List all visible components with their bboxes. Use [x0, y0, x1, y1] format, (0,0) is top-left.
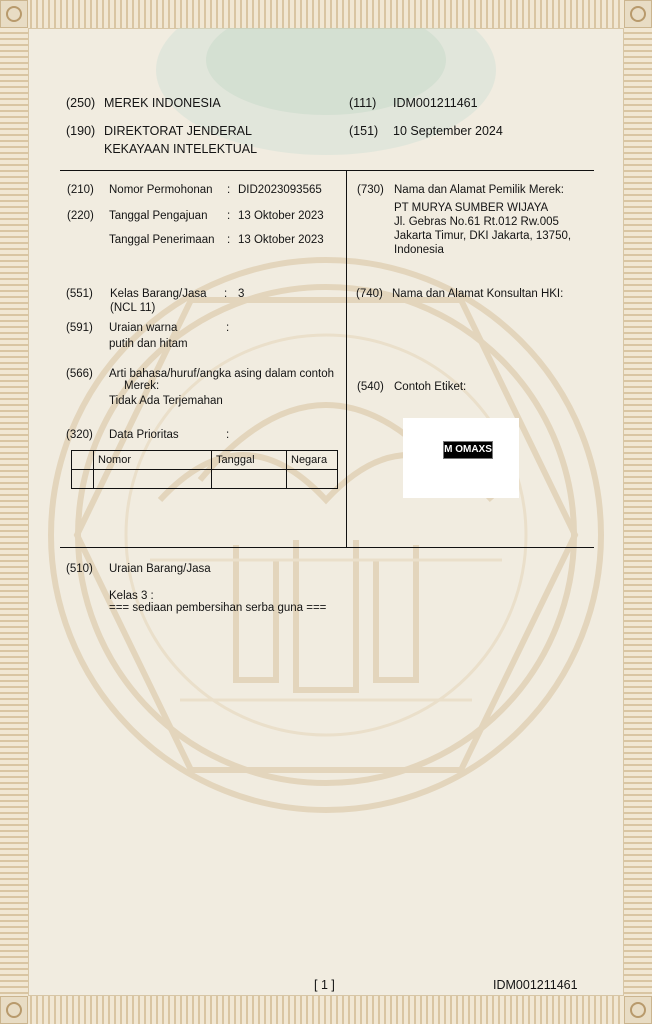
- table-cell: [72, 451, 94, 470]
- code-566: (566): [66, 368, 93, 380]
- table-header-negara: Negara: [287, 451, 338, 470]
- registration-date: 10 September 2024: [393, 124, 503, 138]
- corner-ornament-icon: [0, 0, 28, 28]
- table-header-nomor: Nomor: [94, 451, 212, 470]
- border-left: [0, 0, 28, 1024]
- tanggal-pengajuan-label: Tanggal Pengajuan: [109, 210, 208, 222]
- table-cell: [287, 470, 338, 489]
- table-header-tanggal: Tanggal: [212, 451, 287, 470]
- table-cell: [72, 470, 94, 489]
- translation-value: Tidak Ada Terjemahan: [109, 395, 223, 407]
- border-bottom: [0, 996, 652, 1024]
- uraian-warna-value: putih dan hitam: [109, 338, 188, 350]
- contoh-etiket-label: Contoh Etiket:: [394, 381, 467, 393]
- goods-class-line: Kelas 3 :: [109, 590, 154, 602]
- priority-table: [71, 450, 338, 489]
- tanggal-pengajuan-value: 13 Oktober 2023: [238, 210, 324, 222]
- divider-vertical: [346, 170, 347, 548]
- tanggal-penerimaan-value: 13 Oktober 2023: [238, 234, 324, 246]
- code-210: (210): [67, 184, 94, 196]
- goods-items-line: === sediaan pembersihan serba guna ===: [109, 602, 327, 614]
- code-510: (510): [66, 563, 93, 575]
- footer-registration-number: IDM001211461: [493, 978, 578, 992]
- trademark-mark: M OMAXS: [443, 441, 493, 459]
- owner-address-3: Indonesia: [394, 244, 444, 256]
- uraian-warna-label: Uraian warna: [109, 322, 178, 334]
- owner-address-2: Jakarta Timur, DKI Jakarta, 13750,: [394, 230, 572, 242]
- separator: :: [227, 234, 231, 246]
- kelas-label: Kelas Barang/Jasa: [110, 288, 207, 300]
- tanggal-penerimaan-label: Tanggal Penerimaan: [109, 234, 215, 246]
- nomor-permohonan-label: Nomor Permohonan: [109, 184, 213, 196]
- uraian-barang-label: Uraian Barang/Jasa: [109, 563, 211, 575]
- divider-top: [60, 170, 594, 171]
- ncl-version: (NCL 11): [110, 302, 156, 314]
- translation-label-2: Merek:: [124, 380, 160, 392]
- consultant-label: Nama dan Alamat Konsultan HKI:: [392, 288, 564, 300]
- data-prioritas-label: Data Prioritas: [109, 429, 179, 441]
- code-250: (250): [66, 96, 96, 110]
- code-551: (551): [66, 288, 93, 300]
- nomor-permohonan-value: DID2023093565: [238, 184, 322, 196]
- table-cell: [94, 470, 212, 489]
- table-header-row: [72, 451, 338, 470]
- border-top: [0, 0, 652, 28]
- code-320: (320): [66, 429, 93, 441]
- separator: :: [226, 322, 230, 334]
- code-730: (730): [357, 184, 384, 196]
- owner-address-1: Jl. Gebras No.61 Rt.012 Rw.005: [394, 216, 559, 228]
- corner-ornament-icon: [624, 0, 652, 28]
- kelas-value: 3: [238, 288, 245, 300]
- divider-middle: [60, 547, 594, 548]
- translation-label-1: Arti bahasa/huruf/angka asing dalam contoh: [109, 368, 335, 380]
- authority-line-2: KEKAYAAN INTELEKTUAL: [104, 142, 258, 156]
- separator: :: [227, 184, 231, 196]
- border-right: [624, 0, 652, 1024]
- owner-name: PT MURYA SUMBER WIJAYA: [394, 202, 549, 214]
- code-220: (220): [67, 210, 94, 222]
- corner-ornament-icon: [0, 996, 28, 1024]
- corner-ornament-icon: [624, 996, 652, 1024]
- owner-label: Nama dan Alamat Pemilik Merek:: [394, 184, 565, 196]
- code-151: (151): [349, 124, 379, 138]
- table-cell: [212, 470, 287, 489]
- page-number: [ 1 ]: [314, 978, 335, 992]
- separator: :: [226, 429, 230, 441]
- separator: :: [227, 210, 231, 222]
- registration-number: IDM001211461: [393, 96, 478, 110]
- merek-indonesia-title: MEREK INDONESIA: [104, 96, 221, 110]
- table-row: [72, 470, 338, 489]
- authority-line-1: DIREKTORAT JENDERAL: [104, 124, 252, 138]
- code-591: (591): [66, 322, 93, 334]
- separator: :: [224, 288, 228, 300]
- code-190: (190): [66, 124, 96, 138]
- code-540: (540): [357, 381, 384, 393]
- code-111: (111): [349, 96, 377, 110]
- code-740: (740): [356, 288, 383, 300]
